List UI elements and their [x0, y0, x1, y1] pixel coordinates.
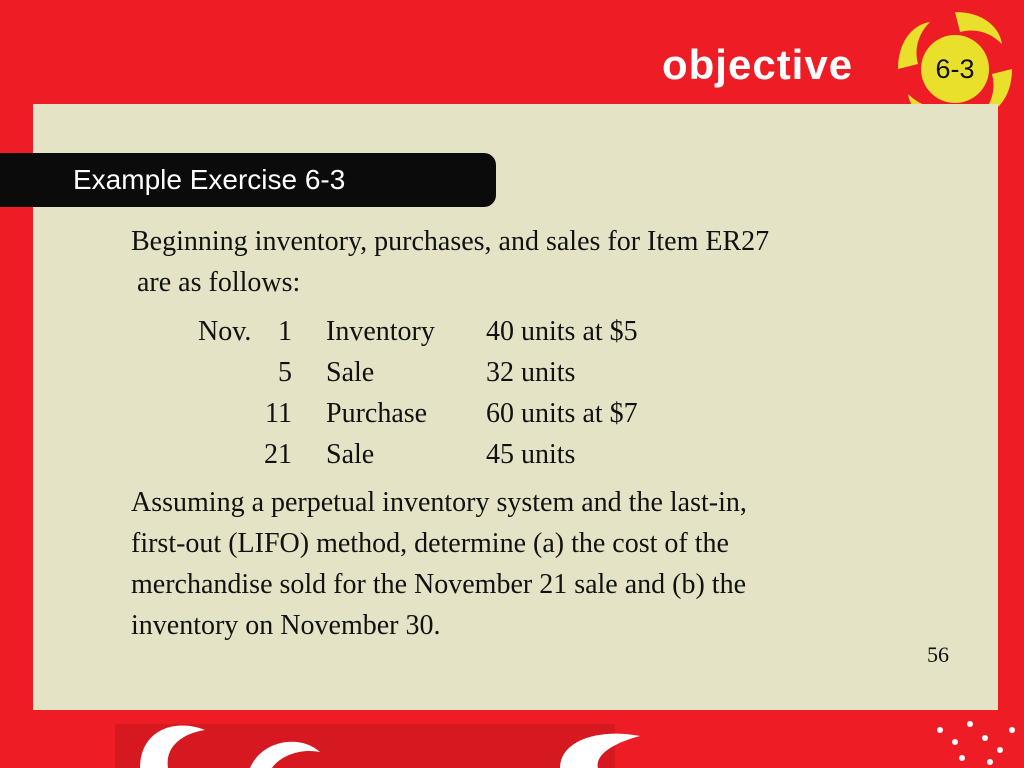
intro-line-1: Beginning inventory, purchases, and sales for Item ER27: [131, 226, 770, 257]
row-quantity: 60 units at $7: [486, 398, 638, 429]
question-line-4: inventory on November 30.: [131, 610, 441, 641]
row-day: 1: [278, 316, 292, 347]
question-line-2: first-out (LIFO) method, determine (a) the cost of the: [131, 528, 729, 559]
page-number: 56: [927, 642, 949, 667]
question-line-1: Assuming a perpetual inventory system and the last-in,: [131, 487, 747, 518]
row-day: 11: [265, 398, 292, 429]
row-day: 5: [278, 357, 292, 388]
objective-label: objective: [662, 41, 854, 88]
question-paragraph: [131, 482, 931, 646]
row-quantity: 40 units at $5: [486, 316, 638, 347]
exercise-title: Example Exercise 6-3: [73, 164, 346, 195]
row-month: Nov.: [198, 316, 252, 347]
question-line-3: merchandise sold for the November 21 sale and (b) the: [131, 569, 747, 600]
row-description: Sale: [326, 439, 375, 470]
row-quantity: 32 units: [486, 357, 576, 388]
objective-number: 6-3: [935, 54, 975, 84]
row-quantity: 45 units: [486, 439, 576, 470]
intro-line-2: are as follows:: [137, 267, 301, 298]
row-description: Purchase: [326, 398, 428, 429]
row-description: Sale: [326, 357, 375, 388]
decorative-swirl-band: [0, 700, 1024, 768]
row-description: Inventory: [326, 316, 435, 347]
swirl-pattern-icon: [0, 700, 1024, 768]
row-day: 21: [264, 439, 292, 470]
intro-paragraph: [131, 221, 931, 303]
